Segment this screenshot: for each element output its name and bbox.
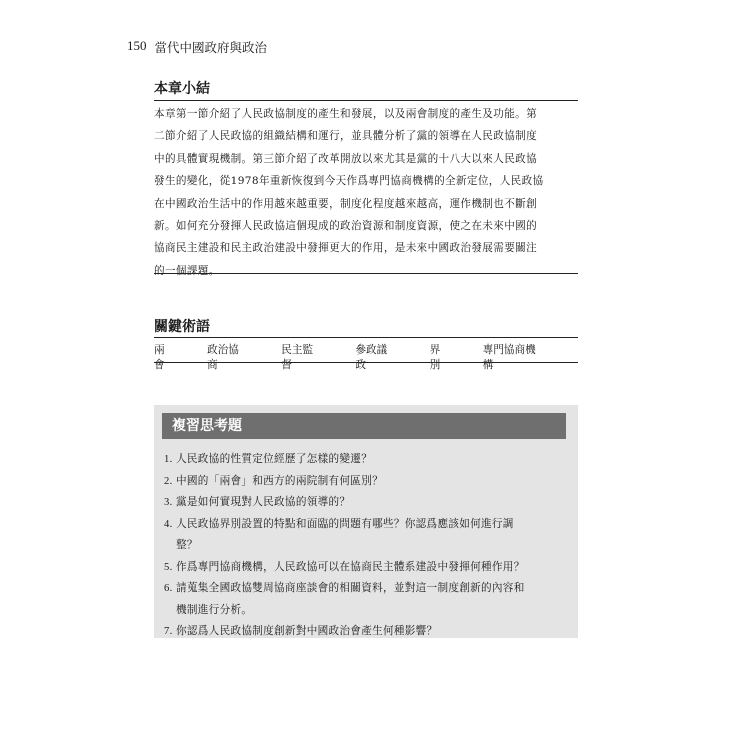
page-number: 150 xyxy=(127,38,147,53)
key-term: 民主監督 xyxy=(281,344,314,371)
summary-line: 中的具體實現機制。第三節介紹了改革開放以來尤其是黨的十八大以來人民政協 xyxy=(154,152,538,165)
key-term: 專門協商機構 xyxy=(482,344,536,371)
review-question xyxy=(164,578,574,621)
review-question xyxy=(164,621,574,643)
question-text: 人民政協的性質定位經歷了怎樣的變遷？ xyxy=(176,453,373,465)
question-text: 黨是如何實現對人民政協的領導的？ xyxy=(176,496,351,508)
question-text: 你認爲人民政協制度創新對中國政治會產生何種影響？ xyxy=(176,625,438,637)
key-term: 兩會 xyxy=(154,344,165,371)
book-title: 當代中國政府與政治 xyxy=(154,40,268,55)
key-terms-title: 關鍵術語 xyxy=(154,319,210,335)
summary-title: 本章小結 xyxy=(154,81,210,97)
key-term: 政治協商 xyxy=(207,344,239,371)
summary-line: 的一個課題。 xyxy=(154,264,220,277)
review-question xyxy=(164,471,574,493)
key-term: 參政議政 xyxy=(355,344,388,371)
summary-body xyxy=(154,103,578,282)
review-question-list xyxy=(164,449,574,643)
question-number: 2. xyxy=(164,475,173,487)
summary-line: 協商民主建設和民主政治建設中發揮更大的作用，是未來中國政治發展需要關注 xyxy=(154,242,538,255)
review-question xyxy=(164,514,574,557)
question-number: 6. xyxy=(164,583,173,594)
summary-line: 二節介紹了人民政協的組織結構和運行，並具體分析了黨的領導在人民政協制度 xyxy=(154,130,538,143)
summary-line: 發生的變化，從1978年重新恢復到今天作爲專門協商機構的全新定位，人民政協 xyxy=(154,175,544,188)
question-number: 5. xyxy=(164,561,173,573)
key-terms-list xyxy=(154,342,578,372)
review-question xyxy=(164,492,574,514)
review-questions-box xyxy=(154,405,578,638)
key-terms-bottom-rule xyxy=(154,362,578,363)
page-header xyxy=(127,38,267,56)
summary-line: 本章第一節介紹了人民政協制度的產生和發展，以及兩會制度的產生及功能。第 xyxy=(154,108,538,120)
review-title: 複習思考題 xyxy=(162,413,566,439)
summary-line: 在中國政治生活中的作用越來越重要，制度化程度越來越高，運作機制也不斷創 xyxy=(154,197,538,210)
question-number: 1. xyxy=(164,454,173,465)
question-number: 4. xyxy=(164,518,173,530)
key-term: 界別 xyxy=(429,344,441,371)
question-text: 請蒐集全國政協雙周協商座談會的相關資料，並對這一制度創新的內容和 xyxy=(176,582,525,594)
question-text: 中國的「兩會」和西方的兩院制有何區別？ xyxy=(176,474,383,487)
question-text: 人民政協界別設置的特點和面臨的問題有哪些？你認爲應該如何進行調 xyxy=(176,517,514,530)
summary-bottom-rule xyxy=(154,273,578,274)
question-number: 3. xyxy=(164,497,173,508)
question-text-cont: 整？ xyxy=(176,539,198,551)
question-text-cont: 機制進行分析。 xyxy=(176,603,253,616)
summary-top-rule xyxy=(154,100,578,101)
question-number: 7. xyxy=(164,626,173,637)
question-text: 作爲專門協商機構，人民政協可以在協商民主體系建設中發揮何種作用？ xyxy=(176,560,525,573)
key-terms-top-rule xyxy=(154,337,578,338)
summary-line: 新。如何充分發揮人民政協這個現成的政治資源和制度資源，使之在未來中國的 xyxy=(154,219,538,232)
review-question xyxy=(164,449,574,471)
review-question xyxy=(164,557,574,579)
